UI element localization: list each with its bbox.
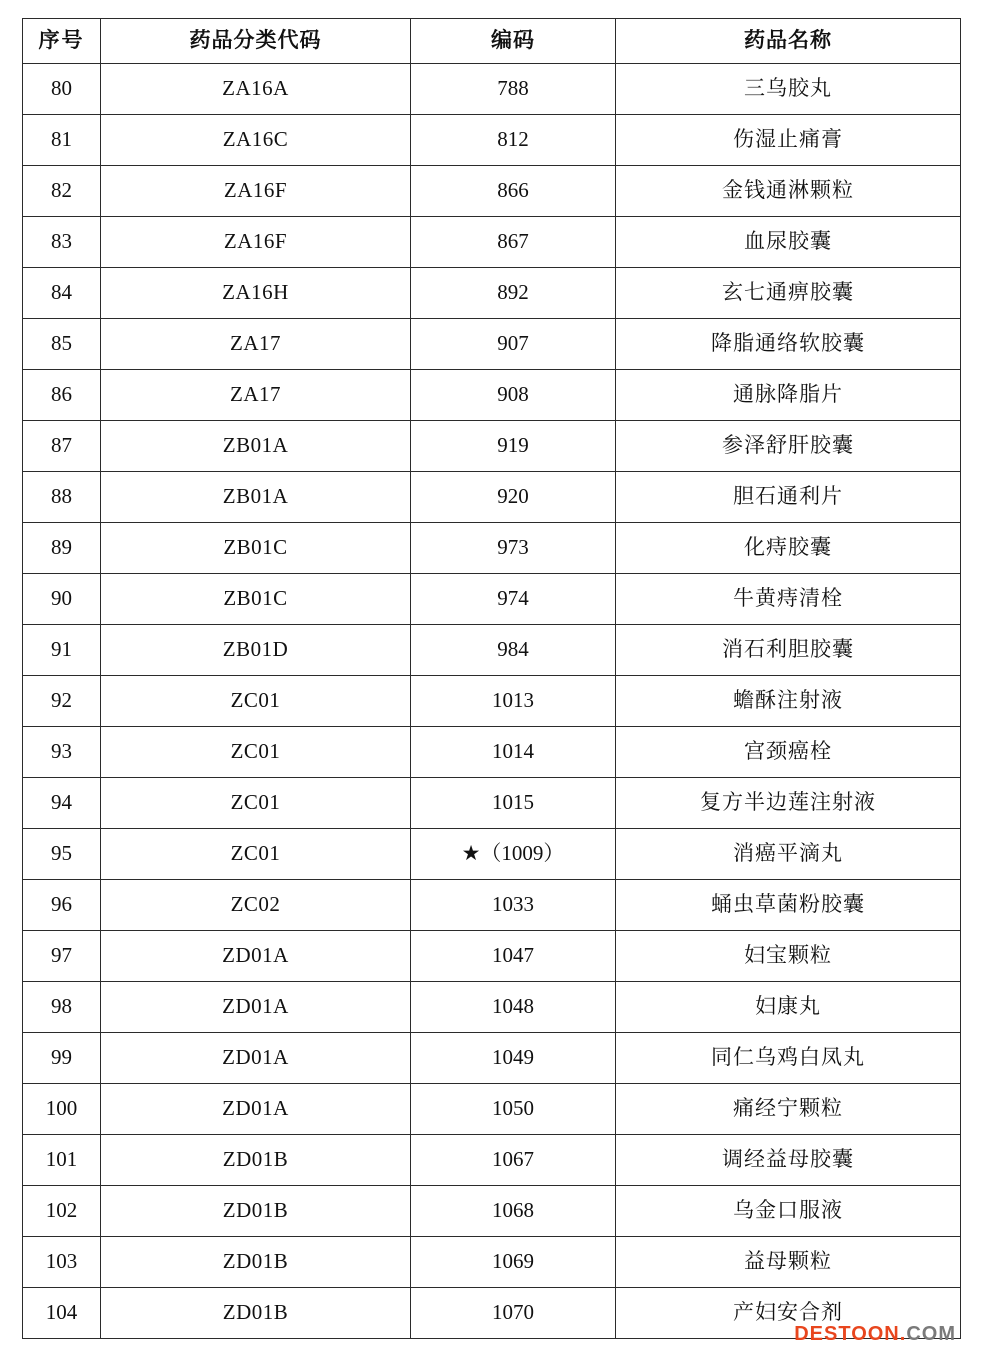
- cell-code: ZC01: [101, 829, 411, 880]
- cell-drug-name: 通脉降脂片: [616, 370, 961, 421]
- cell-index: 83: [23, 217, 101, 268]
- table-row: [23, 574, 961, 625]
- cell-code: ZD01B: [101, 1135, 411, 1186]
- cell-code: ZD01A: [101, 1084, 411, 1135]
- column-header-number: 编码: [411, 19, 616, 64]
- cell-index: 81: [23, 115, 101, 166]
- watermark-main: DESTOON: [794, 1323, 900, 1345]
- cell-index: 84: [23, 268, 101, 319]
- cell-index: 90: [23, 574, 101, 625]
- cell-index: 99: [23, 1033, 101, 1084]
- table-row: [23, 1186, 961, 1237]
- cell-drug-name: 消石利胆胶囊: [616, 625, 961, 676]
- cell-number: 1050: [411, 1084, 616, 1135]
- table-row: [23, 421, 961, 472]
- cell-number: 907: [411, 319, 616, 370]
- cell-index: 86: [23, 370, 101, 421]
- header-row: [23, 19, 961, 64]
- cell-index: 82: [23, 166, 101, 217]
- table-row: [23, 268, 961, 319]
- cell-number: 1033: [411, 880, 616, 931]
- cell-index: 95: [23, 829, 101, 880]
- cell-number-star: ★（1009）: [411, 829, 616, 880]
- cell-index: 88: [23, 472, 101, 523]
- cell-number: 908: [411, 370, 616, 421]
- cell-code: ZD01A: [101, 982, 411, 1033]
- cell-drug-name: 乌金口服液: [616, 1186, 961, 1237]
- table-row: [23, 982, 961, 1033]
- cell-index: 87: [23, 421, 101, 472]
- cell-code: ZD01B: [101, 1288, 411, 1339]
- table-row: [23, 64, 961, 115]
- cell-index: 91: [23, 625, 101, 676]
- cell-drug-name: 同仁乌鸡白凤丸: [616, 1033, 961, 1084]
- cell-index: 93: [23, 727, 101, 778]
- cell-code: ZA16A: [101, 64, 411, 115]
- cell-code: ZC01: [101, 727, 411, 778]
- cell-index: 85: [23, 319, 101, 370]
- cell-code: ZA16F: [101, 166, 411, 217]
- cell-code: ZC01: [101, 676, 411, 727]
- cell-index: 94: [23, 778, 101, 829]
- cell-number: 812: [411, 115, 616, 166]
- table-row: [23, 727, 961, 778]
- cell-number: 974: [411, 574, 616, 625]
- cell-number: 1069: [411, 1237, 616, 1288]
- cell-number: 919: [411, 421, 616, 472]
- watermark-dot: .: [899, 1323, 907, 1345]
- cell-index: 96: [23, 880, 101, 931]
- cell-number: 973: [411, 523, 616, 574]
- cell-drug-name: 产妇安合剂: [616, 1288, 961, 1339]
- table-row: [23, 523, 961, 574]
- cell-drug-name: 蟾酥注射液: [616, 676, 961, 727]
- cell-drug-name: 伤湿止痛膏: [616, 115, 961, 166]
- cell-number: 892: [411, 268, 616, 319]
- table-row: [23, 1084, 961, 1135]
- cell-number: 1014: [411, 727, 616, 778]
- watermark-com: COM: [906, 1323, 956, 1345]
- cell-number: 1015: [411, 778, 616, 829]
- cell-index: 89: [23, 523, 101, 574]
- cell-index: 103: [23, 1237, 101, 1288]
- column-header-drug-name: 药品名称: [616, 19, 961, 64]
- table-row: [23, 625, 961, 676]
- cell-number: 1068: [411, 1186, 616, 1237]
- cell-drug-name: 复方半边莲注射液: [616, 778, 961, 829]
- cell-number: 920: [411, 472, 616, 523]
- cell-index: 98: [23, 982, 101, 1033]
- cell-code: ZA16C: [101, 115, 411, 166]
- cell-code: ZD01A: [101, 931, 411, 982]
- cell-code: ZA16H: [101, 268, 411, 319]
- cell-drug-name: 宫颈癌栓: [616, 727, 961, 778]
- cell-drug-name: 胆石通利片: [616, 472, 961, 523]
- column-header-code: 药品分类代码: [101, 19, 411, 64]
- cell-code: ZA17: [101, 370, 411, 421]
- site-watermark: [794, 1323, 956, 1346]
- cell-index: 102: [23, 1186, 101, 1237]
- table-row: [23, 166, 961, 217]
- cell-index: 80: [23, 64, 101, 115]
- cell-index: 100: [23, 1084, 101, 1135]
- cell-index: 101: [23, 1135, 101, 1186]
- cell-code: ZC01: [101, 778, 411, 829]
- cell-drug-name: 妇宝颗粒: [616, 931, 961, 982]
- cell-number: 1070: [411, 1288, 616, 1339]
- cell-code: ZB01A: [101, 472, 411, 523]
- cell-code: ZB01C: [101, 523, 411, 574]
- table-row: [23, 931, 961, 982]
- cell-code: ZB01C: [101, 574, 411, 625]
- table-row: [23, 1135, 961, 1186]
- cell-code: ZD01B: [101, 1186, 411, 1237]
- table-row: [23, 829, 961, 880]
- cell-drug-name: 金钱通淋颗粒: [616, 166, 961, 217]
- cell-drug-name: 蛹虫草菌粉胶囊: [616, 880, 961, 931]
- cell-number: 1049: [411, 1033, 616, 1084]
- cell-drug-name: 降脂通络软胶囊: [616, 319, 961, 370]
- table-row: [23, 880, 961, 931]
- cell-drug-name: 玄七通痹胶囊: [616, 268, 961, 319]
- cell-number: 866: [411, 166, 616, 217]
- table-row: [23, 115, 961, 166]
- table-body: [23, 64, 961, 1339]
- cell-number: 1047: [411, 931, 616, 982]
- drug-catalog-table: [22, 18, 961, 1339]
- table-row: [23, 1033, 961, 1084]
- column-header-index: 序号: [23, 19, 101, 64]
- cell-drug-name: 调经益母胶囊: [616, 1135, 961, 1186]
- cell-drug-name: 痛经宁颗粒: [616, 1084, 961, 1135]
- cell-drug-name: 化痔胶囊: [616, 523, 961, 574]
- cell-code: ZD01B: [101, 1237, 411, 1288]
- cell-code: ZA17: [101, 319, 411, 370]
- table-row: [23, 676, 961, 727]
- table-row: [23, 1237, 961, 1288]
- cell-code: ZA16F: [101, 217, 411, 268]
- cell-drug-name: 牛黄痔清栓: [616, 574, 961, 625]
- table-row: [23, 319, 961, 370]
- cell-number: 867: [411, 217, 616, 268]
- table-header: [23, 19, 961, 64]
- cell-drug-name: 消癌平滴丸: [616, 829, 961, 880]
- cell-code: ZC02: [101, 880, 411, 931]
- cell-index: 104: [23, 1288, 101, 1339]
- cell-code: ZB01D: [101, 625, 411, 676]
- cell-drug-name: 妇康丸: [616, 982, 961, 1033]
- cell-index: 92: [23, 676, 101, 727]
- cell-code: ZB01A: [101, 421, 411, 472]
- cell-drug-name: 血尿胶囊: [616, 217, 961, 268]
- cell-drug-name: 参泽舒肝胶囊: [616, 421, 961, 472]
- table-row: [23, 217, 961, 268]
- cell-number: 1048: [411, 982, 616, 1033]
- cell-code: ZD01A: [101, 1033, 411, 1084]
- cell-number: 984: [411, 625, 616, 676]
- cell-number: 1067: [411, 1135, 616, 1186]
- table-row: [23, 472, 961, 523]
- cell-drug-name: 三乌胶丸: [616, 64, 961, 115]
- table-row: [23, 778, 961, 829]
- table-row: [23, 370, 961, 421]
- cell-number: 1013: [411, 676, 616, 727]
- cell-index: 97: [23, 931, 101, 982]
- cell-number: 788: [411, 64, 616, 115]
- cell-drug-name: 益母颗粒: [616, 1237, 961, 1288]
